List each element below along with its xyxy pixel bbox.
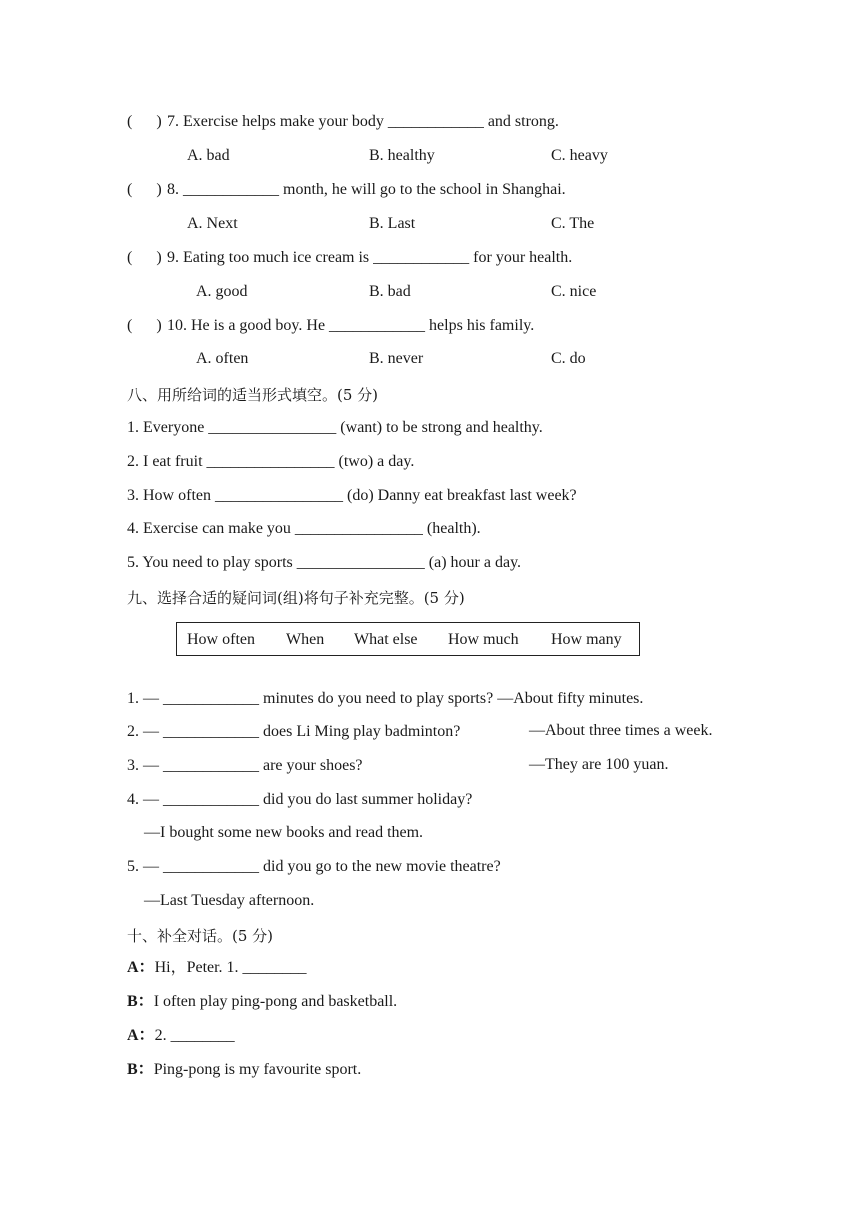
option-a: A. often [196, 350, 249, 367]
word-bank-item: How many [551, 631, 622, 648]
option-a: A. bad [187, 147, 230, 164]
dialog-text: Hi，Peter. 1. ________ [154, 959, 307, 976]
word-bank-item: What else [354, 631, 418, 648]
question-text: 9. Eating too much ice cream is ____________ for your health. [167, 249, 573, 266]
dialog-text: 2. ________ [154, 1027, 235, 1044]
answer-paren[interactable]: ( ) [127, 249, 162, 266]
fill-item-2: 2. I eat fruit ________________ (two) a day. [127, 453, 415, 470]
answer-item-2: —About three times a week. [529, 722, 713, 739]
fill-item-3: 3. How often ________________ (do) Danny eat breakfast last week? [127, 487, 577, 504]
option-a: A. good [196, 283, 248, 300]
question-text: 10. He is a good boy. He ____________ helps his family. [167, 317, 535, 334]
option-c: C. The [551, 215, 595, 232]
question-text: 8. ____________ month, he will go to the school in Shanghai. [167, 181, 566, 198]
section-9-heading: 九、选择合适的疑问词(组)将句子补充完整。(5 分) [127, 589, 465, 607]
dialog-line-1 [127, 958, 307, 978]
section-8-heading: 八、用所给词的适当形式填空。(5 分) [127, 386, 379, 404]
answer-item-4: —I bought some new books and read them. [144, 824, 424, 841]
dialog-text: Ping-pong is my favourite sport. [153, 1061, 362, 1078]
option-c: C. do [551, 350, 586, 367]
dialog-line-3 [127, 1026, 235, 1046]
option-c: C. nice [551, 283, 597, 300]
question-item-1: 1. — ____________ minutes do you need to play sports? —About fifty minutes. [127, 690, 644, 707]
speaker-label: A： [127, 959, 155, 976]
fill-item-1: 1. Everyone ________________ (want) to be strong and healthy. [127, 419, 543, 436]
option-c: C. heavy [551, 147, 608, 164]
question-item-4: 4. — ____________ did you do last summer holiday? [127, 791, 473, 808]
option-b: B. healthy [369, 147, 435, 164]
fill-item-4: 4. Exercise can make you ________________ (health). [127, 520, 481, 537]
answer-item-3: —They are 100 yuan. [529, 756, 669, 773]
answer-item-5: —Last Tuesday afternoon. [144, 892, 315, 909]
dialog-line-4 [127, 1060, 361, 1080]
question-text: 7. Exercise helps make your body ____________ and strong. [167, 113, 559, 130]
dialog-text: I often play ping-pong and basketball. [153, 993, 398, 1010]
word-bank-item: How much [448, 631, 519, 648]
word-bank-item: When [286, 631, 325, 648]
word-bank-item: How often [187, 631, 255, 648]
question-item-3: 3. — ____________ are your shoes? [127, 757, 363, 774]
word-bank-box [176, 622, 640, 656]
option-b: B. never [369, 350, 424, 367]
section-10-heading: 十、补全对话。(5 分) [127, 927, 274, 945]
answer-paren[interactable]: ( ) [127, 317, 162, 334]
fill-item-5: 5. You need to play sports ________________ (a) hour a day. [127, 554, 522, 571]
answer-paren[interactable]: ( ) [127, 113, 162, 130]
speaker-label: B： [127, 1061, 154, 1078]
speaker-label: A： [127, 1027, 155, 1044]
speaker-label: B： [127, 993, 154, 1010]
option-b: B. Last [369, 215, 416, 232]
option-a: A. Next [187, 215, 238, 232]
question-item-2: 2. — ____________ does Li Ming play badminton? [127, 723, 461, 740]
dialog-line-2 [127, 992, 397, 1012]
answer-paren[interactable]: ( ) [127, 181, 162, 198]
question-item-5: 5. — ____________ did you go to the new movie theatre? [127, 858, 501, 875]
option-b: B. bad [369, 283, 411, 300]
